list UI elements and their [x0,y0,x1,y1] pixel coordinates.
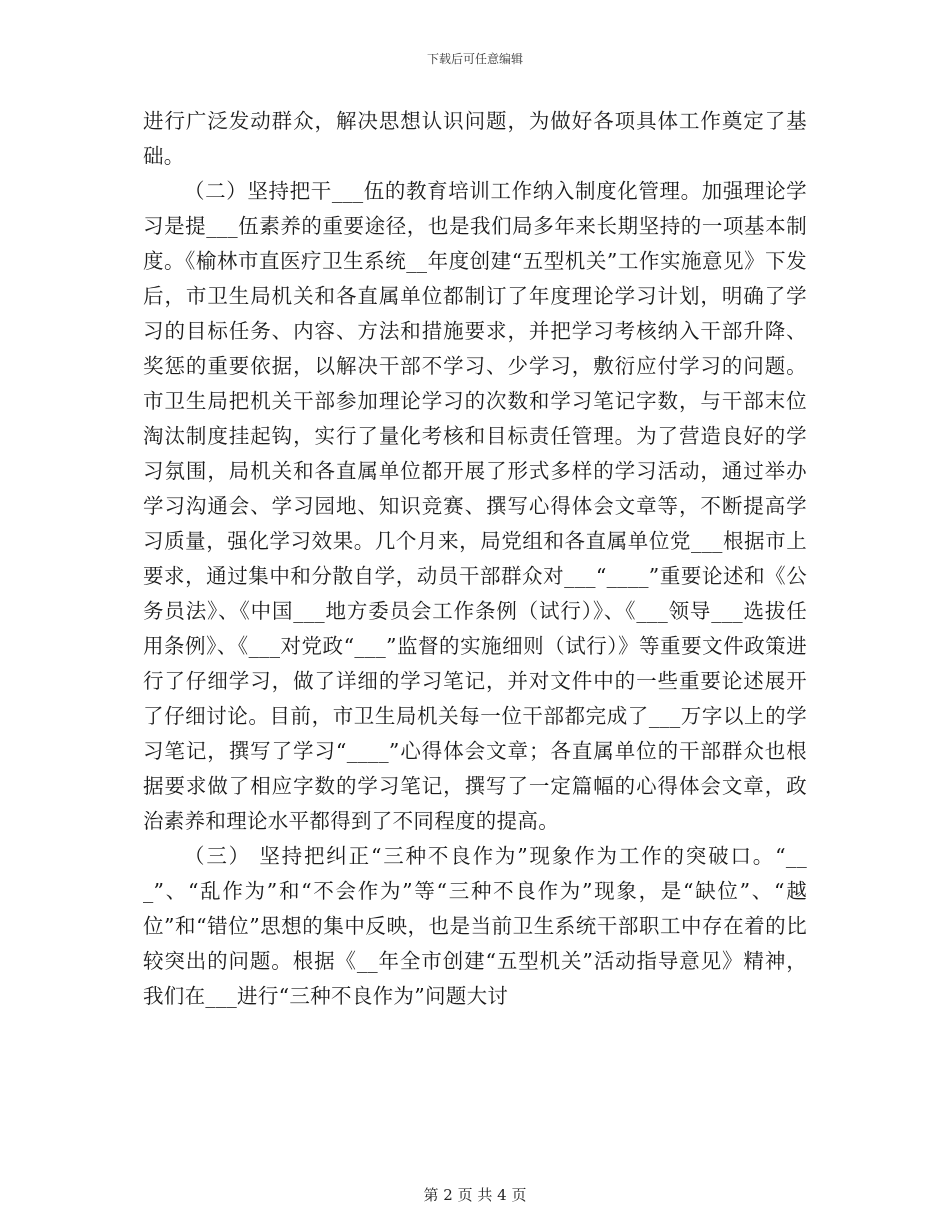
paragraph-section-two: （二）坚持把干___伍的教育培训工作纳入制度化管理。加强理论学习是提___伍素养的重要途径，也是我们局多年来长期坚持的一项基本制度。《榆林市直医疗卫生系统__年度创建“五型机关”工作实施意见》下发后，市卫生局机关和各直属单位都制订了年度理论学习计划，明确了学习的目标任务、内容、方法和措施要求，并把学习考核纳入干部升降、奖惩的重要依据，以解决干部不学习、少学习，敷衍应付学习的问题。市卫生局把机关干部参加理论学习的次数和学习笔记字数，与干部末位淘汰制度挂起钩，实行了量化考核和目标责任管理。为了营造良好的学习氛围，局机关和各直属单位都开展了形式多样的学习活动，通过举办学习沟通会、学习园地、知识竞赛、撰写心得体会文章等，不断提高学习质量，强化学习效果。几个月来，局党组和各直属单位党___根据市上要求，通过集中和分散自学，动员干部群众对___“____”重要论述和《公务员法》、《中国___地方委员会工作条例（试行）》、《___领导___选拔任用条例》、《___对党政“___”监督的实施细则（试行）》等重要文件政策进行了仔细学习，做了详细的学习笔记，并对文件中的一些重要论述展开了仔细讨论。目前，市卫生局机关每一位干部都完成了___万字以上的学习笔记，撰写了学习“____”心得体会文章；各直属单位的干部群众也根据要求做了相应字数的学习笔记，撰写了一定篇幅的心得体会文章，政治素养和理论水平都得到了不同程度的提高。 [143,179,807,833]
page-header: 下载后可任意编辑 [426,52,523,66]
paragraph-continuation: 进行广泛发动群众，解决思想认识问题，为做好各项具体工作奠定了基础。 [143,109,807,168]
paragraph-section-three: （三） 坚持把纠正“三种不良作为”现象作为工作的突破口。“___”、“乱作为”和“不会作为”等“三种不良作为”现象，是“缺位”、“越位”和“错位”思想的集中反映，也是当前卫生系统干部职工中存在着的比较突出的问题。根据《__年全市创建“五型机关”活动指导意见》精神，我们在___进行“三种不良作为”问题大讨 [143,844,807,1008]
document-body [143,104,807,1014]
page-number: 第 2 页 共 4 页 [423,1186,527,1204]
